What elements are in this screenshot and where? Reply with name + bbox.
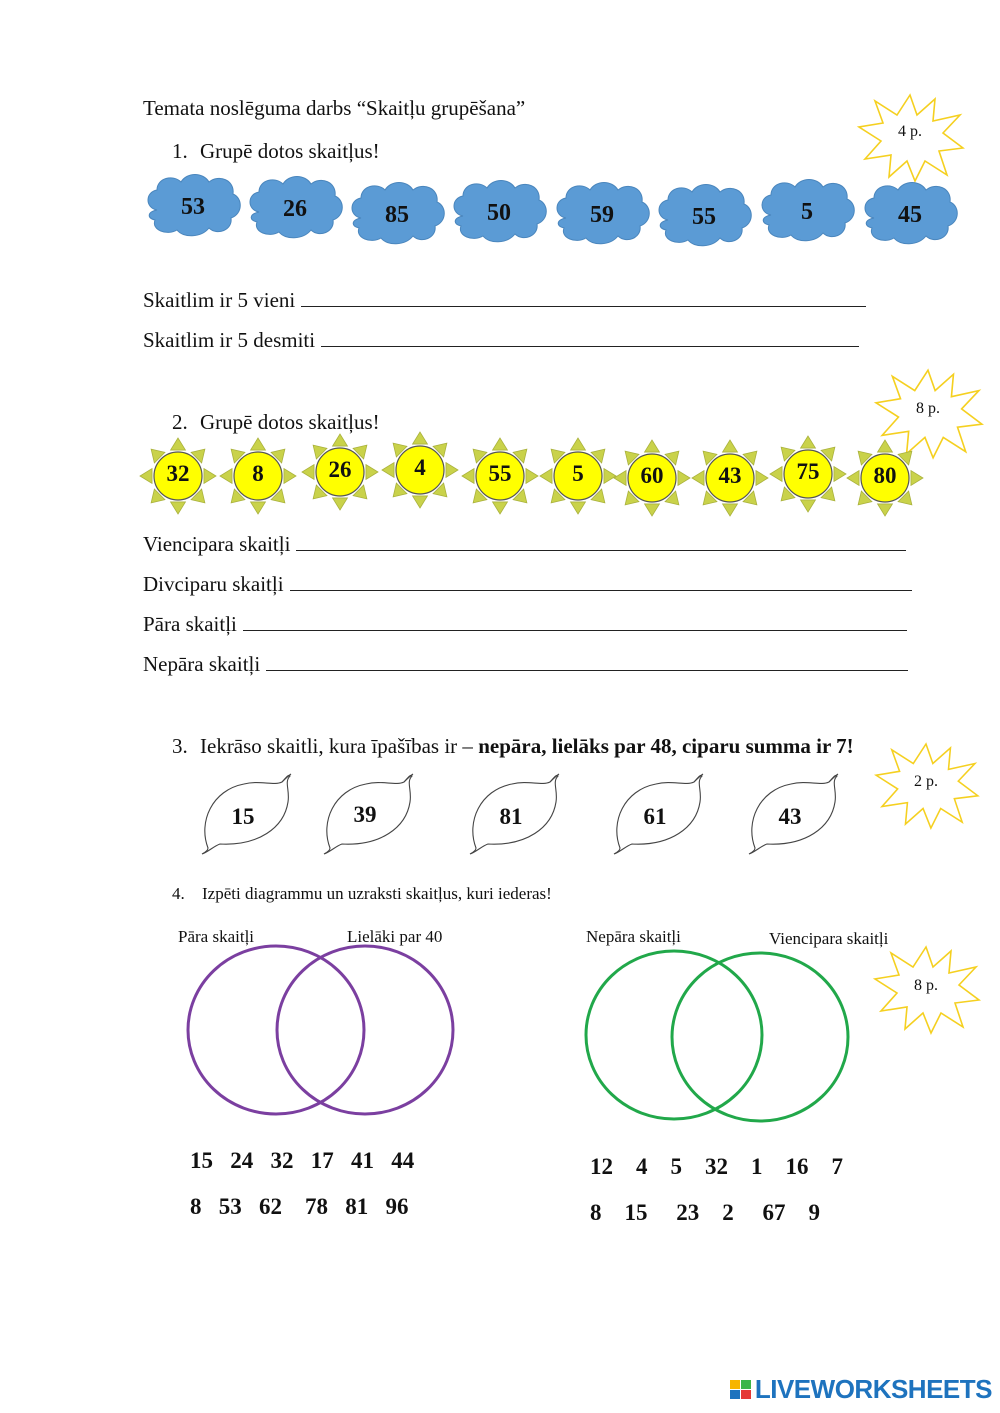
venn-diagram-right[interactable]: [578, 945, 858, 1135]
number-pool-left-row1: 15 24 32 17 41 44: [190, 1148, 415, 1173]
cloud-number[interactable]: [245, 172, 345, 242]
leaf-number[interactable]: [745, 772, 845, 858]
points-badge-task4: [870, 945, 982, 1035]
cloud-number[interactable]: [552, 178, 652, 248]
liveworksheets-logo: [730, 1374, 992, 1405]
cloud-value: 45: [898, 202, 922, 228]
page-title: Temata noslēguma darbs “Skaitļu grupēšana”: [143, 96, 526, 120]
answer-blank[interactable]: [290, 572, 912, 591]
task4-instruction: Izpēti diagrammu un uzraksti skaitļus, kuri iederas!: [202, 884, 552, 903]
sun-number[interactable]: [218, 436, 298, 516]
sun-number[interactable]: [768, 434, 848, 514]
answer-line-label: Divciparu skaitļi: [143, 572, 284, 596]
leaf-value: 61: [643, 804, 667, 829]
task4-heading: [172, 884, 552, 904]
sun-value: 4: [414, 455, 426, 480]
points-text: 4 p.: [898, 123, 922, 140]
task4-number: 4.: [172, 884, 185, 903]
task3-number: 3.: [172, 734, 188, 758]
sun-value: 80: [873, 463, 897, 488]
cloud-number[interactable]: [757, 175, 857, 245]
points-text: 8 p.: [914, 977, 938, 994]
answer-line-two-digit: [143, 572, 912, 597]
venn-circle-odd[interactable]: [586, 951, 762, 1119]
task3-instruction-plain: Iekrāso skaitli, kura īpašības ir –: [200, 734, 479, 758]
answer-line-label: Skaitlim ir 5 vieni: [143, 288, 296, 312]
answer-blank[interactable]: [321, 328, 859, 347]
cloud-number[interactable]: [654, 180, 754, 250]
task3-instruction-bold: nepāra, lielāks par 48, ciparu summa ir 7!: [478, 734, 854, 758]
leaf-number[interactable]: [320, 772, 420, 858]
number-pool-left-row2: 8 53 62 78 81 96: [190, 1194, 409, 1219]
cloud-number[interactable]: [347, 178, 447, 248]
answer-line-ones: [143, 288, 866, 313]
leaf-value: 43: [778, 804, 802, 829]
answer-blank[interactable]: [266, 652, 908, 671]
sun-number[interactable]: [138, 436, 218, 516]
cloud-value: 26: [283, 196, 307, 222]
sun-value: 26: [328, 457, 352, 482]
sun-value: 43: [718, 463, 742, 488]
answer-blank[interactable]: [301, 288, 866, 307]
leaf-number[interactable]: [198, 772, 298, 858]
sun-value: 8: [252, 461, 264, 486]
leaf-number[interactable]: [610, 772, 710, 858]
answer-blank[interactable]: [243, 612, 907, 631]
answer-line-even: [143, 612, 907, 637]
venn-right-label-single: Viencipara skaitļi: [769, 929, 889, 948]
task1-heading: [172, 139, 380, 164]
cloud-number[interactable]: [143, 170, 243, 240]
sun-number[interactable]: [612, 438, 692, 518]
venn-diagram-left[interactable]: [180, 940, 470, 1120]
number-pool-right-row1: 12 4 5 32 1 16 7: [590, 1154, 843, 1179]
cloud-value: 85: [385, 202, 409, 228]
logo-text: LIVEWORKSHEETS: [754, 1374, 992, 1404]
sun-value: 5: [572, 461, 584, 486]
cloud-value: 5: [801, 199, 813, 225]
logo-mark-icon: [730, 1380, 751, 1399]
points-text: 2 p.: [914, 773, 938, 790]
leaf-value: 39: [353, 802, 377, 827]
sun-number[interactable]: [538, 436, 618, 516]
answer-line-odd: [143, 652, 908, 677]
points-badge-task1: [855, 93, 965, 183]
sun-value: 75: [796, 459, 820, 484]
sun-number[interactable]: [845, 438, 925, 518]
cloud-value: 55: [692, 204, 716, 230]
cloud-value: 50: [487, 200, 511, 226]
task1-number: 1.: [172, 139, 188, 163]
task3-heading: [172, 734, 854, 759]
venn-circle-single[interactable]: [672, 953, 848, 1121]
sun-number[interactable]: [300, 432, 380, 512]
cloud-number[interactable]: [449, 176, 549, 246]
leaf-number[interactable]: [466, 772, 566, 858]
sun-value: 55: [488, 461, 512, 486]
sun-value: 32: [166, 461, 190, 486]
sun-number[interactable]: [460, 436, 540, 516]
number-pool-right-row2: 8 15 23 2 67 9: [590, 1200, 820, 1225]
sun-number[interactable]: [380, 430, 460, 510]
answer-line-label: Pāra skaitļi: [143, 612, 237, 636]
answer-blank[interactable]: [296, 532, 906, 551]
leaf-value: 15: [231, 804, 255, 829]
points-text: 8 p.: [916, 400, 940, 417]
cloud-value: 53: [181, 194, 205, 220]
sun-number[interactable]: [690, 438, 770, 518]
venn-right-label-odd: Nepāra skaitļi: [586, 927, 681, 946]
leaf-value: 81: [499, 804, 523, 829]
sun-value: 60: [640, 463, 664, 488]
answer-line-label: Viencipara skaitļi: [143, 532, 291, 556]
task2-number: 2.: [172, 410, 188, 434]
task2-instruction: Grupē dotos skaitļus!: [200, 410, 380, 434]
points-badge-task3: [872, 742, 980, 830]
venn-left-label-greater: Lielāki par 40: [347, 927, 443, 946]
cloud-value: 59: [590, 202, 614, 228]
answer-line-label: Skaitlim ir 5 desmiti: [143, 328, 316, 352]
task1-instruction: Grupē dotos skaitļus!: [200, 139, 380, 163]
answer-line-tens: [143, 328, 859, 353]
cloud-number[interactable]: [860, 178, 960, 248]
venn-left-label-even: Pāra skaitļi: [178, 927, 255, 946]
answer-line-single-digit: [143, 532, 906, 557]
answer-line-label: Nepāra skaitļi: [143, 652, 261, 676]
